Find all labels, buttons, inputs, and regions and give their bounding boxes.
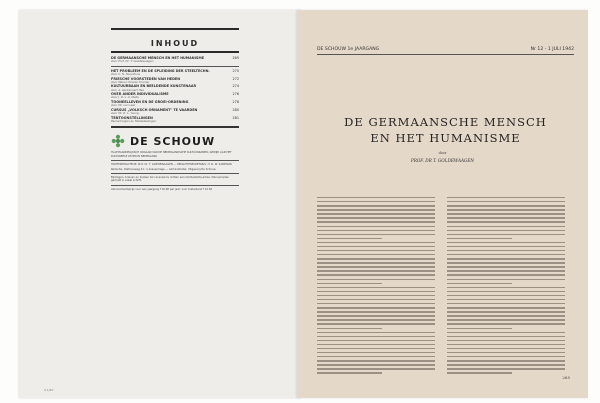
text-line bbox=[447, 360, 565, 361]
left-page bbox=[18, 10, 300, 398]
notice-text: Bijdragen, brieven en boeken ter recensie te richten aan het Redactie-adres. Manuscripten gedrukt in enkel schrift. bbox=[111, 176, 230, 183]
text-line bbox=[447, 287, 565, 288]
right-page bbox=[297, 10, 588, 398]
text-line bbox=[447, 328, 512, 329]
text-line bbox=[317, 328, 382, 329]
byline-prefix: door bbox=[438, 151, 447, 155]
text-line bbox=[317, 242, 435, 243]
text-line bbox=[447, 209, 565, 210]
toc-entry-author: Bemerkingen en Mededeelingen bbox=[111, 118, 157, 123]
decorative-flower-icon bbox=[111, 134, 125, 148]
header-rule bbox=[317, 54, 574, 55]
toc-entry-title: TOONEELLEVEN EN DE GROEI-ORDENING bbox=[111, 99, 189, 104]
text-line bbox=[317, 283, 382, 284]
article-column-left bbox=[317, 197, 435, 376]
toc-entry-author: door J. R. v. d. Walls bbox=[111, 95, 139, 100]
text-line bbox=[447, 307, 565, 308]
text-line bbox=[447, 372, 512, 373]
text-line bbox=[447, 234, 565, 235]
text-line bbox=[447, 221, 565, 222]
text-line bbox=[447, 205, 565, 206]
text-line bbox=[447, 368, 565, 369]
text-line bbox=[317, 364, 435, 365]
text-line bbox=[317, 323, 435, 324]
text-line bbox=[447, 299, 565, 300]
toc-entry-author: door C. N. Noordhuis bbox=[111, 72, 141, 76]
text-line bbox=[317, 274, 435, 275]
address-info: Redactie, Stationsweg 41, 's-Gravenhage — Administratie: Uitgeverij De Schouw bbox=[111, 167, 216, 171]
text-line bbox=[447, 348, 565, 349]
toc-entry-title: TENTOONSTELLINGEN bbox=[111, 115, 153, 120]
text-line bbox=[447, 201, 565, 202]
text-line bbox=[317, 340, 435, 341]
toc-entry-author: door Mr. R. L. Young bbox=[111, 110, 139, 115]
toc-entry-author: door A. Gerkenaert Has bbox=[111, 87, 144, 92]
text-line bbox=[317, 230, 435, 231]
subscription-text: Abonnementsprijs voor een jaargang f 10.00 per jaar; voor buitenland f 12.50 bbox=[111, 187, 213, 191]
text-line bbox=[447, 323, 565, 324]
text-line bbox=[447, 217, 565, 218]
text-line bbox=[317, 287, 435, 288]
text-line bbox=[317, 258, 435, 259]
text-line bbox=[317, 226, 435, 227]
magazine-name: DE SCHOUW bbox=[130, 134, 216, 148]
divider bbox=[111, 66, 239, 67]
footer-mark: 4 1/67 bbox=[44, 388, 54, 392]
magazine-subtitle: HALFMAANDELIJKSCH ORGAAN VAN DE NEDERLANDSCHE KULTUURKAMER, GEWIJD AAN HET KULTUREELE LEVEN IN NEDERLAND bbox=[111, 151, 232, 158]
text-line bbox=[447, 332, 565, 333]
text-line bbox=[447, 283, 512, 284]
byline-author: PROF. DR T. GOLDEWAAGEN bbox=[410, 158, 475, 163]
toc-entry-title: DE GERMAANSCHE MENSCH EN HET HUMANISME bbox=[111, 56, 205, 60]
divider bbox=[111, 185, 239, 186]
text-line bbox=[317, 205, 435, 206]
text-line bbox=[447, 226, 565, 227]
text-line bbox=[447, 230, 565, 231]
text-line bbox=[447, 270, 565, 271]
text-line bbox=[447, 336, 565, 337]
text-line bbox=[447, 274, 565, 275]
text-line bbox=[447, 246, 565, 247]
toc-entry bbox=[111, 108, 239, 116]
text-line bbox=[317, 221, 435, 222]
text-line bbox=[447, 315, 565, 316]
title-line-2: EN HET HUMANISME bbox=[370, 131, 521, 145]
text-line bbox=[317, 303, 435, 304]
running-head-right: Nr 12 - 1 JULI 1942 bbox=[530, 47, 574, 52]
text-line bbox=[447, 364, 565, 365]
text-line bbox=[317, 250, 435, 251]
toc-entry-page: 272 bbox=[232, 76, 239, 81]
toc-entry-author: door Mr. van Leer bbox=[111, 103, 136, 108]
text-line bbox=[447, 356, 565, 357]
text-line bbox=[317, 332, 435, 333]
text-line bbox=[447, 238, 512, 239]
text-line bbox=[447, 340, 565, 341]
toc-header bbox=[111, 28, 239, 53]
text-line bbox=[447, 303, 565, 304]
text-line bbox=[317, 348, 435, 349]
toc-entry bbox=[111, 116, 239, 124]
title-line-1: DE GERMAANSCHE MENSCH bbox=[344, 115, 547, 129]
running-head-left: DE SCHOUW 1e JAARGANG bbox=[317, 47, 380, 52]
text-line bbox=[317, 197, 435, 198]
toc-entry-title: HET PROBLEEM EN DE SPLEIDING DER STEELTECHN. bbox=[111, 68, 210, 73]
text-line bbox=[317, 315, 435, 316]
toc-entry bbox=[111, 56, 239, 64]
text-line bbox=[317, 336, 435, 337]
text-line bbox=[317, 270, 435, 271]
text-line bbox=[317, 344, 435, 345]
toc-entry-author: door Prof. Dr. T. Goedewaagen bbox=[111, 59, 154, 64]
text-line bbox=[447, 352, 565, 353]
toc-entry-title: OVER ANDER INDIVIDUALISME bbox=[111, 92, 169, 97]
text-line bbox=[447, 266, 565, 267]
text-line bbox=[317, 307, 435, 308]
text-line bbox=[447, 319, 565, 320]
text-line bbox=[317, 291, 435, 292]
text-line bbox=[447, 279, 565, 280]
page-number: 265 bbox=[562, 375, 570, 380]
toc-entry bbox=[111, 84, 239, 92]
text-line bbox=[317, 246, 435, 247]
divider bbox=[111, 160, 239, 161]
toc-entry-page: 280 bbox=[232, 107, 239, 112]
toc-entry-page: 274 bbox=[232, 84, 239, 89]
text-line bbox=[447, 295, 565, 296]
toc-entry bbox=[111, 77, 239, 85]
text-line bbox=[317, 372, 382, 373]
text-line bbox=[317, 238, 382, 239]
toc-entry-author: door Menso Kiosian Kramer bbox=[111, 79, 150, 84]
toc-title: INHOUD bbox=[150, 39, 200, 48]
text-line bbox=[447, 311, 565, 312]
text-line bbox=[447, 258, 565, 259]
text-line bbox=[447, 213, 565, 214]
text-line bbox=[317, 295, 435, 296]
text-line bbox=[447, 197, 565, 198]
text-line bbox=[317, 209, 435, 210]
text-line bbox=[447, 250, 565, 251]
text-line bbox=[447, 254, 565, 255]
toc-entry-title: KULTUURBAAN EN BEELDENDE KUNSTENAAR bbox=[111, 84, 197, 89]
divider bbox=[111, 173, 239, 174]
contents-panel bbox=[111, 28, 239, 192]
divider bbox=[111, 126, 239, 128]
text-line bbox=[317, 356, 435, 357]
toc-list bbox=[111, 56, 239, 123]
toc-entry-page: 276 bbox=[232, 92, 239, 97]
article-title bbox=[317, 114, 574, 146]
toc-entry bbox=[111, 69, 239, 77]
text-line bbox=[447, 262, 565, 263]
text-line bbox=[447, 344, 565, 345]
article-column-right bbox=[447, 197, 565, 376]
toc-entry bbox=[111, 100, 239, 108]
toc-entry-title: FRIESCHE VOORSTEDEN VAN HEDEN bbox=[111, 76, 181, 81]
text-line bbox=[317, 279, 435, 280]
text-line bbox=[317, 319, 435, 320]
text-line bbox=[317, 234, 435, 235]
toc-entry-title: CURSUS „VOLKSCH ORNAMENT" TE VAARDEN bbox=[111, 107, 198, 112]
toc-entry-page: 278 bbox=[232, 99, 239, 104]
toc-entry-page: 270 bbox=[232, 68, 239, 73]
toc-entry-page: 281 bbox=[232, 115, 239, 120]
text-line bbox=[317, 352, 435, 353]
text-line bbox=[317, 262, 435, 263]
running-head bbox=[317, 47, 574, 52]
toc-entry-page: 265 bbox=[232, 56, 239, 60]
toc-entry bbox=[111, 92, 239, 100]
text-line bbox=[317, 213, 435, 214]
text-line bbox=[317, 254, 435, 255]
text-line bbox=[447, 291, 565, 292]
text-line bbox=[317, 201, 435, 202]
text-line bbox=[317, 217, 435, 218]
text-line bbox=[317, 368, 435, 369]
text-line bbox=[317, 266, 435, 267]
text-line bbox=[447, 242, 565, 243]
editorial-info: HOOFDREDACTEUR: Prof. Dr. T. GOEDEWAAGEN — REDACTIESECRETARIS: H. D. W. SAMPSON bbox=[111, 163, 232, 167]
text-line bbox=[317, 311, 435, 312]
text-line bbox=[317, 360, 435, 361]
magazine-brand bbox=[111, 134, 239, 148]
text-line bbox=[317, 299, 435, 300]
